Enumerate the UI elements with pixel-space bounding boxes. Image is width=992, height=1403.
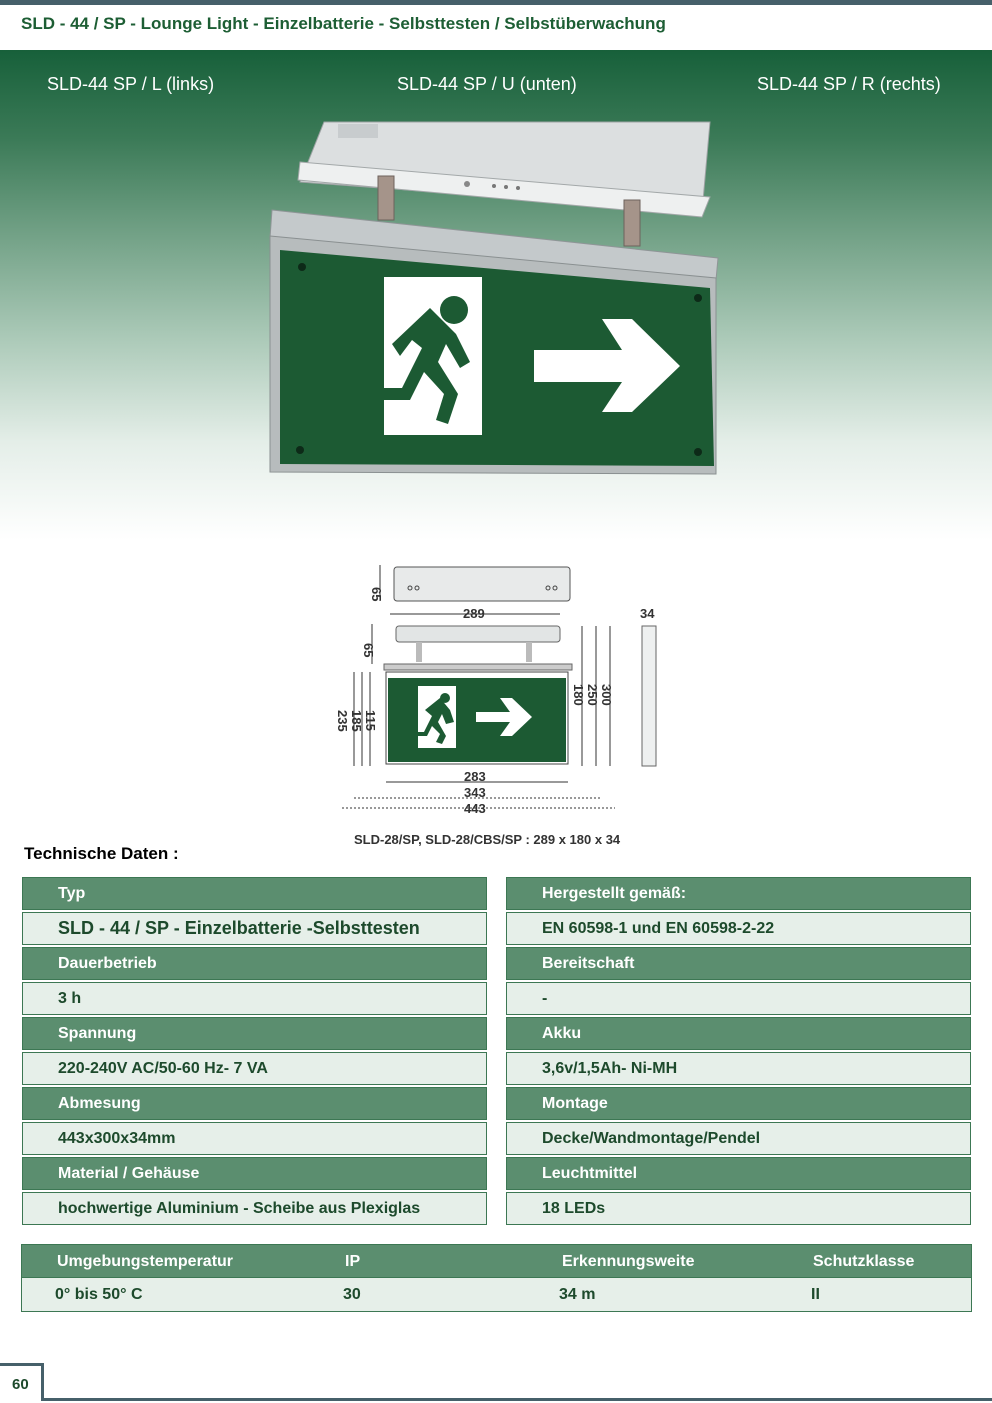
section-title-technical-data: Technische Daten :	[24, 844, 179, 863]
top-border	[0, 0, 992, 5]
spec-value: 220-240V AC/50-60 Hz- 7 VA	[22, 1052, 487, 1085]
spec-key: Montage	[506, 1087, 971, 1120]
value-ambient-temperature: 0° bis 50° C	[55, 1286, 143, 1303]
header-ambient-temperature: Umgebungstemperatur	[57, 1253, 234, 1270]
spec-value: Decke/Wandmontage/Pendel	[506, 1122, 971, 1155]
spec-key: Typ	[22, 877, 487, 910]
spec-value: 3 h	[22, 982, 487, 1015]
value-ip: 30	[343, 1286, 361, 1303]
page-title: SLD - 44 / SP - Lounge Light - Einzelbatterie - Selbsttesten / Selbstüberwachung	[21, 14, 666, 33]
header-recognition-distance: Erkennungsweite	[562, 1253, 695, 1270]
product-image	[262, 112, 732, 477]
variant-label-left: SLD-44 SP / L (links)	[47, 74, 215, 94]
environment-value-row	[21, 1278, 972, 1312]
spec-key: Hergestellt gemäß:	[506, 877, 971, 910]
dim-289: 289	[463, 606, 485, 621]
dimension-drawing	[330, 560, 675, 855]
variant-label-bottom: SLD-44 SP / U (unten)	[397, 74, 577, 94]
dim-34: 34	[640, 606, 655, 621]
variant-label-right: SLD-44 SP / R (rechts)	[757, 74, 941, 94]
spec-value: EN 60598-1 und EN 60598-2-22	[506, 912, 971, 945]
spec-key: Dauerbetrieb	[22, 947, 487, 980]
spec-key: Spannung	[22, 1017, 487, 1050]
spec-value: 3,6v/1,5Ah- Ni-MH	[506, 1052, 971, 1085]
header-ip: IP	[345, 1253, 361, 1270]
spec-key: Bereitschaft	[506, 947, 971, 980]
drawing-caption: SLD-28/SP, SLD-28/CBS/SP : 289 x 180 x 34	[354, 832, 621, 847]
environment-header-row	[21, 1244, 972, 1278]
value-protection-class: II	[811, 1286, 820, 1303]
spec-value: hochwertige Aluminium - Scheibe aus Plexiglas	[22, 1192, 487, 1225]
spec-value: -	[506, 982, 971, 1015]
dim-180: 180	[571, 684, 586, 706]
dim-65-top: 65	[369, 587, 384, 602]
spec-key: Akku	[506, 1017, 971, 1050]
spec-key: Abmesung	[22, 1087, 487, 1120]
spec-value: SLD - 44 / SP - Einzelbatterie -Selbsttesten	[22, 912, 487, 945]
dim-343: 343	[464, 785, 486, 800]
dim-250: 250	[585, 684, 600, 706]
spec-value: 18 LEDs	[506, 1192, 971, 1225]
dim-235: 235	[335, 710, 350, 732]
dim-115: 115	[363, 710, 378, 731]
footer-line	[44, 1398, 992, 1401]
environment-table	[21, 1244, 972, 1312]
page-number: 60	[12, 1376, 29, 1393]
tech-table-left	[22, 877, 487, 1227]
header-protection-class: Schutzklasse	[813, 1253, 915, 1270]
dim-300: 300	[599, 684, 614, 706]
spec-key: Material / Gehäuse	[22, 1157, 487, 1190]
dim-443: 443	[464, 801, 486, 816]
spec-value: 443x300x34mm	[22, 1122, 487, 1155]
value-recognition-distance: 34 m	[559, 1286, 596, 1303]
dim-283: 283	[464, 769, 486, 784]
dim-185: 185	[349, 710, 364, 732]
spec-key: Leuchtmittel	[506, 1157, 971, 1190]
tech-table-right	[506, 877, 971, 1227]
dim-65-mid: 65	[361, 643, 376, 658]
